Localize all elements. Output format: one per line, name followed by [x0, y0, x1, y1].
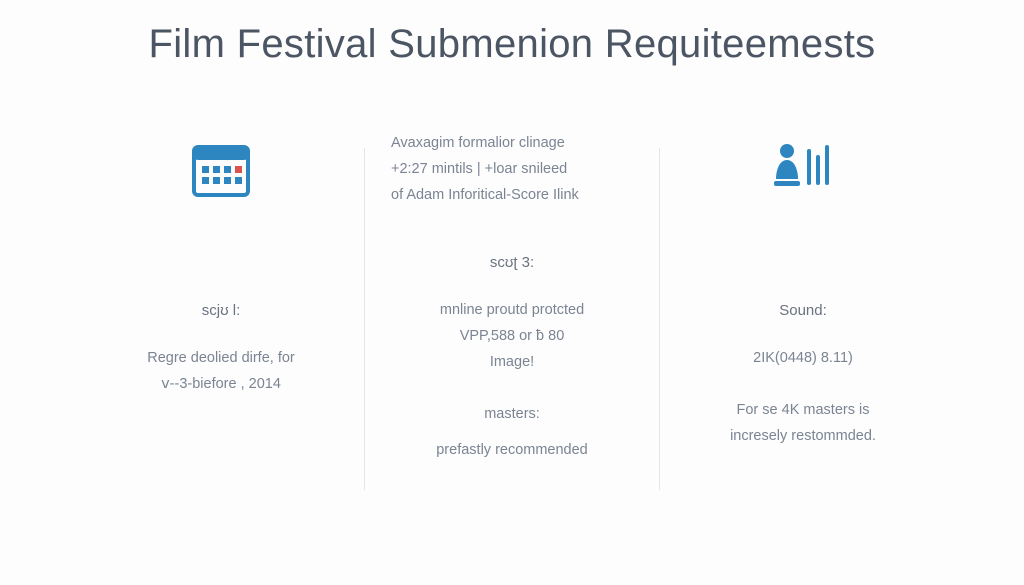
column-divider-right	[659, 148, 660, 490]
column-sound-heading: Sound:	[779, 302, 827, 319]
column-sound-body	[672, 397, 934, 449]
column-format-top-line-1: Avaxagim formalior clinage	[391, 135, 565, 151]
column-format-heading: scʊʈ 3:	[489, 254, 535, 271]
column-format	[377, 130, 647, 463]
column-format-line-2: VPP,588 or ƀ 80	[459, 328, 565, 344]
column-schedule-heading: scjʊ l:	[201, 302, 241, 319]
column-format-body	[377, 297, 647, 375]
spacer	[377, 427, 647, 437]
column-format-top-block	[377, 130, 647, 208]
column-format-line-3: Image!	[489, 354, 535, 370]
column-divider-left	[364, 148, 365, 490]
column-schedule-line-1: Regre deolied dirfe, for	[147, 350, 295, 366]
column-schedule	[90, 130, 352, 397]
column-format-note-line-2: prefastly recommended	[436, 442, 588, 458]
column-sound	[672, 130, 934, 449]
column-sound-subheading: 2IK(0448) 8.11)	[753, 350, 853, 366]
column-sound-line-1: For se 4K masters is	[736, 402, 870, 418]
column-format-note	[377, 401, 647, 463]
microphone-audio-icon	[672, 130, 934, 210]
column-format-line-1: mnline proutd protcted	[439, 302, 585, 318]
column-format-top-line-2: +2:27 mintils | +loar snileed	[391, 161, 568, 177]
columns-container	[90, 130, 934, 530]
calendar-icon	[90, 130, 352, 210]
column-format-note-line-1: masters:	[484, 406, 540, 422]
column-sound-line-2: incresely restommded.	[730, 428, 876, 444]
page-title: Film Festival Submenion Requiteemests	[148, 22, 876, 66]
column-schedule-line-2: ⅴ--3-biefore , 2014	[161, 376, 281, 392]
column-format-top-line-3: of Adam Inforitical-Score Ilink	[391, 187, 579, 203]
